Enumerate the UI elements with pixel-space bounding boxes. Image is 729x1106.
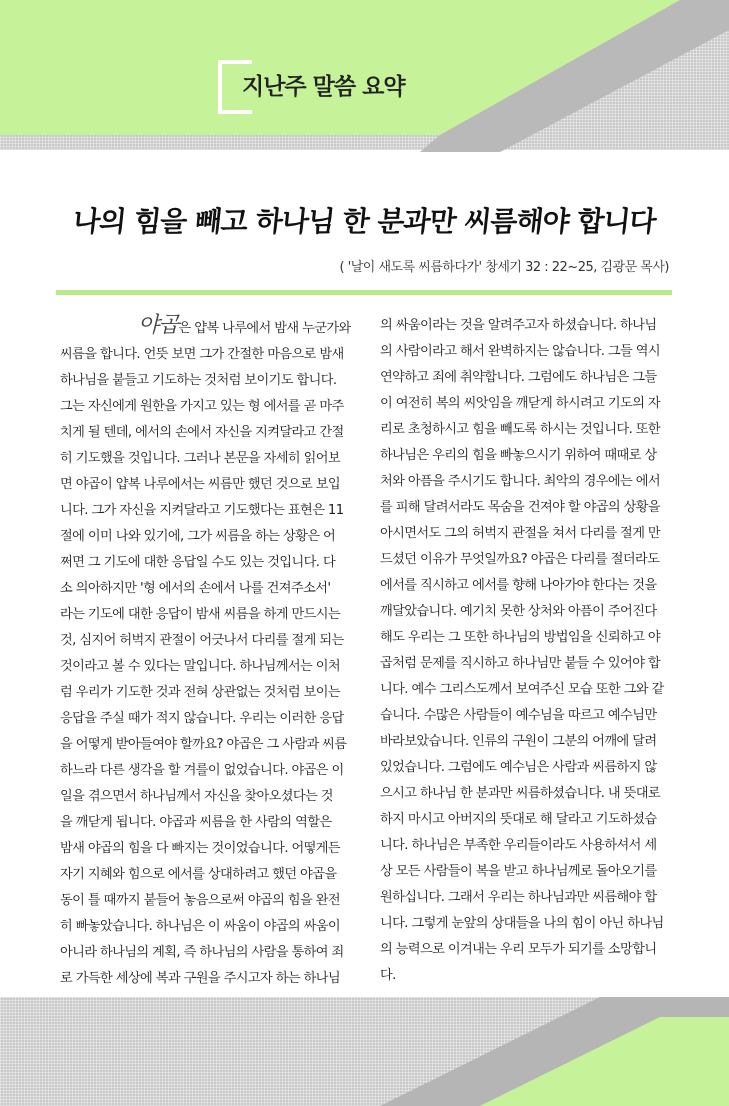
- body-line: 럼 우리가 기도한 것과 전혀 상관없는 것처럼 보이는: [60, 685, 341, 700]
- body-line: 쩌면 그 기도에 대한 응답일 수도 있는 것입니다. 다: [60, 555, 336, 570]
- body-line: 깨달았습니다. 예기치 못한 상처와 아픔이 주어진다: [380, 604, 657, 619]
- body-line: 원하십니다. 그래서 우리는 하나님과만 씨름해야 합: [380, 890, 657, 905]
- body-column-left: [60, 313, 356, 992]
- body-line: 다.: [380, 968, 396, 983]
- body-line: 의 싸움이라는 것을 알려주고자 하셨습니다. 하나님: [380, 318, 657, 333]
- body-line: 니다. 하나님은 부족한 우리들이라도 사용하셔서 세: [380, 838, 657, 853]
- body-line: 으시고 하나님 한 분과만 씨름하셨습니다. 내 뜻대로: [380, 786, 661, 801]
- body-line: 절에 이미 나와 있기에, 그가 씨름을 하는 상황은 어: [60, 529, 336, 544]
- body-line: 하나님을 붙들고 기도하는 것처럼 보이기도 합니다.: [60, 373, 337, 388]
- body-line: 치게 될 텐데, 에서의 손에서 자신을 지켜달라고 간절: [60, 425, 344, 440]
- body-line: 밤새 야곱의 힘을 다 빠지는 것이었습니다. 어떻게든: [60, 841, 341, 856]
- body-line: 씨름을 합니다. 언뜻 보면 그가 간절한 마음으로 밤새: [60, 347, 344, 362]
- body-line: 니다. 그가 자신을 지켜달라고 기도했다는 표현은 11: [60, 503, 344, 518]
- body-line: 있었습니다. 그럼에도 예수님은 사람과 씨름하지 않: [380, 760, 657, 775]
- body-line: 의 능력으로 이겨내는 우리 모두가 되기를 소망합니: [380, 942, 657, 957]
- body-column-right: [380, 313, 676, 989]
- body-line: 를 피해 달려서라도 목숨을 건져야 할 야곱의 상황을: [380, 500, 661, 515]
- sermon-title: 나의 힘을 빼고 하나님 한 분과만 씨름해야 합니다: [71, 205, 658, 238]
- section-title: 지난주 말씀 요약: [242, 74, 405, 100]
- body-line: [60, 313, 356, 342]
- body-line: 처와 아픔을 주시기도 합니다. 최악의 경우에는 에서: [380, 474, 661, 489]
- sermon-reference: ( '날이 새도록 씨름하다가' 창세기 32 : 22~25, 김광문 목사): [339, 260, 669, 275]
- body-line: 상 모든 사람들이 복을 받고 하나님께로 돌아오기를: [380, 864, 657, 879]
- body-line: 이 여전히 복의 씨앗임을 깨닫게 하시려고 기도의 자: [380, 396, 661, 411]
- section-header: [218, 60, 414, 110]
- body-line: 것이라고 볼 수 있다는 말입니다. 하나님께서는 이처: [60, 659, 341, 674]
- body-line: 라는 기도에 대한 응답이 밤새 씨름을 하게 만드시는: [60, 607, 341, 622]
- body-line: 바라보았습니다. 인류의 구원이 그분의 어깨에 달려: [380, 734, 657, 749]
- body-line: 을 깨닫게 됩니다. 야곱과 씨름을 한 사람의 역할은: [60, 815, 332, 830]
- body-line: 히 빠놓았습니다. 하나님은 이 싸움이 야곱의 싸움이: [60, 919, 341, 934]
- body-line: 을 어떻게 받아들여야 할까요? 야곱은 그 사람과 씨름: [60, 737, 347, 752]
- body-line: 면 야곱이 얍복 나루에서는 씨름만 했던 것으로 보입: [60, 477, 341, 492]
- body-line: 그는 자신에게 원한을 가지고 있는 형 에서를 곧 마주: [60, 399, 344, 414]
- body-line: 리로 초청하시고 힘을 빼도록 하시는 것입니다. 또한: [380, 422, 661, 437]
- body-line: 로 가득한 세상에 복과 구원을 주시고자 하는 하나님: [60, 971, 341, 986]
- body-line: 에서를 직시하고 에서를 향해 나아가야 한다는 것을: [380, 578, 657, 593]
- body-line: 일을 겪으면서 하나님께서 자신을 찾아오셨다는 것: [60, 789, 333, 804]
- body-line: 하느라 다른 생각을 할 겨를이 없었습니다. 야곱은 이: [60, 763, 344, 778]
- body-line: 하지 마시고 아버지의 뜻대로 해 달라고 기도하셨습: [380, 812, 657, 827]
- lead-word: 야곱: [138, 313, 179, 338]
- body-line: 해도 우리는 그 또한 하나님의 방법임을 신뢰하고 야: [380, 630, 661, 645]
- body-line: 아시면서도 그의 허벅지 관절을 쳐서 다리를 절게 만: [380, 526, 661, 541]
- body-line: 응답을 주실 때가 적지 않습니다. 우리는 이러한 응답: [60, 711, 344, 726]
- body-line-text: 은 얍복 나루에서 밤새 누군가와: [178, 321, 351, 336]
- body-line: 곱처럼 문제를 직시하고 하나님만 붙들 수 있어야 합: [380, 656, 661, 671]
- body-line: 의 사람이라고 해서 완벽하지는 않습니다. 그들 역시: [380, 344, 661, 359]
- body-line: 연약하고 죄에 취약합니다. 그럼에도 하나님은 그들: [380, 370, 657, 385]
- body-line: 히 기도했을 것입니다. 그러나 본문을 자세히 읽어보: [60, 451, 341, 466]
- body-line: 하나님은 우리의 힘을 빠놓으시기 위하여 때때로 상: [380, 448, 657, 463]
- divider-rule: [56, 290, 672, 295]
- body-line: 아니라 하나님의 계획, 즉 하나님의 사람을 통하여 죄: [60, 945, 344, 960]
- body-line: 드셨던 이유가 무엇일까요? 야곱은 다리를 절더라도: [380, 552, 660, 567]
- body-line: 니다. 그렇게 눈앞의 상대들을 나의 힘이 아닌 하나님: [380, 916, 664, 931]
- body-line: 동이 틀 때까지 붙들어 놓음으로써 야곱의 힘을 완전: [60, 893, 341, 908]
- body-line: 니다. 예수 그리스도께서 보여주신 모습 또한 그와 같: [380, 682, 664, 697]
- body-line: 습니다. 수많은 사람들이 예수님을 따르고 예수님만: [380, 708, 657, 723]
- body-line: 것, 심지어 허벅지 관절이 어긋나서 다리를 절게 되는: [60, 633, 344, 648]
- body-line: 소 의아하지만 '형 에서의 손에서 나를 건져주소서': [60, 581, 331, 596]
- body-line: 자기 지혜와 힘으로 에서를 상대하려고 했던 야곱을: [60, 867, 337, 882]
